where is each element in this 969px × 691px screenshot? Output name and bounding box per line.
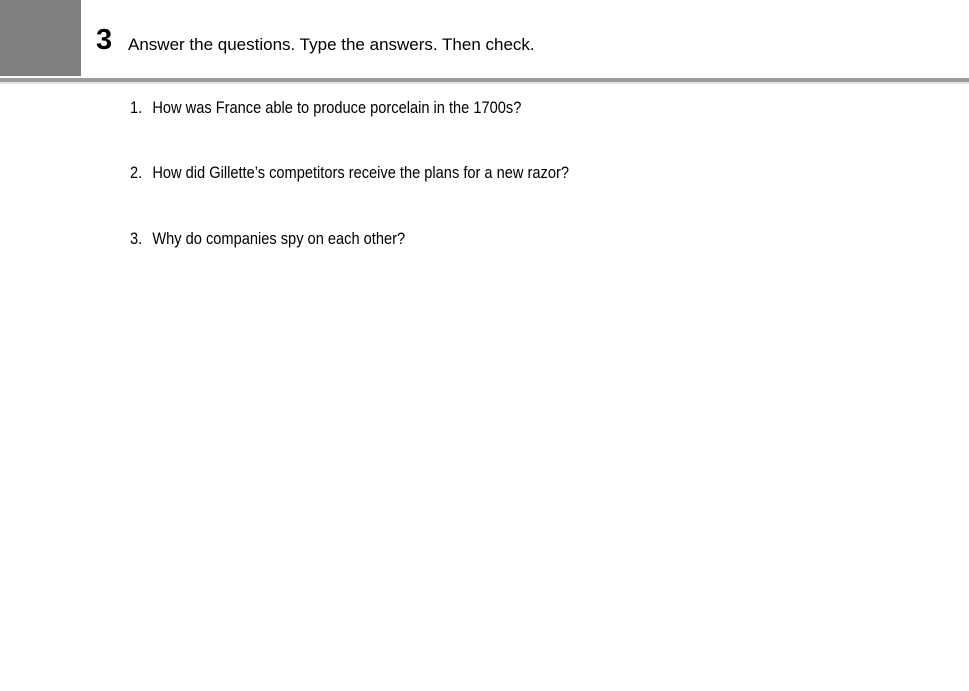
question-number: 1. — [130, 98, 143, 117]
question-text: How did Gillette’s competitors receive the plans for a new razor? — [152, 163, 569, 182]
exercise-instruction: Answer the questions. Type the answers. Then check. — [128, 35, 535, 54]
question-text: How was France able to produce porcelain in the 1700s? — [152, 98, 522, 117]
question-item — [130, 162, 569, 183]
header-divider-shadow — [0, 82, 969, 84]
question-number: 3. — [130, 229, 143, 248]
question-text: Why do companies spy on each other? — [152, 229, 406, 248]
exercise-number: 3 — [96, 24, 113, 56]
question-item — [130, 97, 521, 118]
question-number: 2. — [130, 163, 143, 182]
question-item — [130, 228, 405, 249]
header-color-block — [0, 0, 81, 76]
